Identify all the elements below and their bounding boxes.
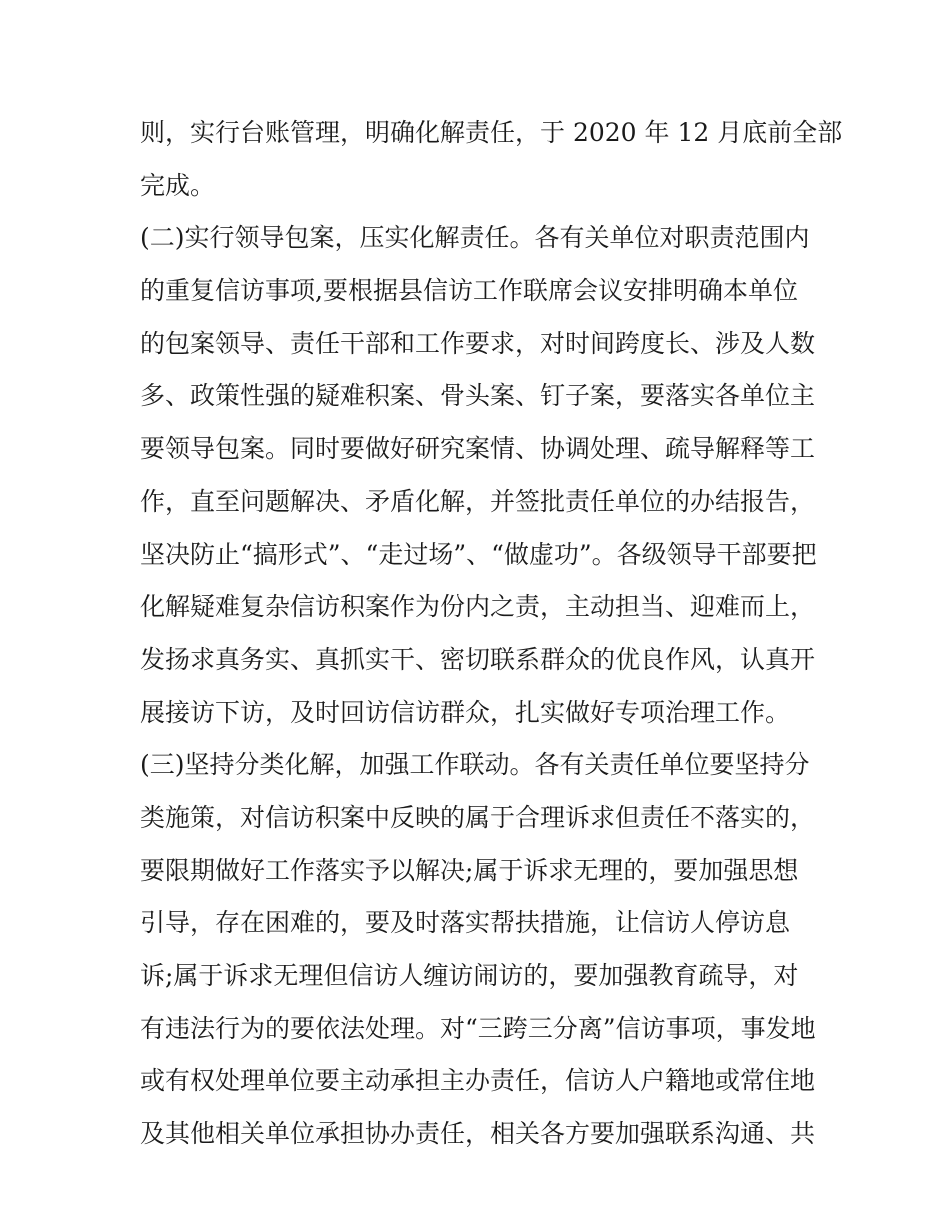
document-body — [140, 107, 843, 1161]
text-line: 引导，存在困难的，要及时落实帮扶措施，让信访人停访息 — [140, 908, 791, 938]
text-line: 则，实行台账管理，明确化解责任，于 2020 年 12 月底前全部 — [140, 118, 843, 147]
text-line: 类施策，对信访积案中反映的属于合理诉求但责任不落实的， — [140, 802, 816, 832]
text-line: 发扬求真务实、真抓实干、密切联系群众的优良作风，认真开 — [140, 644, 816, 674]
text-line: (三)坚持分类化解，加强工作联动。各有关责任单位要坚持分 — [140, 750, 810, 780]
text-line: 要领导包案。同时要做好研究案情、协调处理、疏导解释等工 — [140, 434, 816, 464]
text-line: 多、政策性强的疑难积案、骨头案、钉子案，要落实各单位主 — [140, 381, 816, 411]
text-line: (二)实行领导包案，压实化解责任。各有关单位对职责范围内 — [140, 223, 810, 253]
text-line: 完成。 — [140, 170, 216, 200]
text-line: 要限期做好工作落实予以解决;属于诉求无理的，要加强思想 — [140, 855, 799, 885]
text-line: 坚决防止“搞形式”、“走过场”、“做虚功”。各级领导干部要把 — [140, 539, 817, 569]
text-line: 有违法行为的要依法处理。对“三跨三分离”信访事项，事发地 — [140, 1013, 816, 1043]
text-line: 的重复信访事项,要根据县信访工作联席会议安排明确本单位 — [140, 276, 798, 306]
text-line: 作，直至问题解决、矛盾化解，并签批责任单位的办结报告， — [140, 486, 816, 516]
text-line: 或有权处理单位要主动承担主办责任，信访人户籍地或常住地 — [140, 1066, 816, 1096]
text-line: 化解疑难复杂信访积案作为份内之责，主动担当、迎难而上， — [140, 592, 816, 622]
text-line: 的包案领导、责任干部和工作要求，对时间跨度长、涉及人数 — [140, 328, 816, 358]
text-line: 及其他相关单位承担协办责任，相关各方要加强联系沟通、共 — [140, 1119, 816, 1149]
text-line: 展接访下访，及时回访信访群众，扎实做好专项治理工作。 — [140, 697, 791, 727]
text-line: 诉;属于诉求无理但信访人缠访闹访的，要加强教育疏导，对 — [140, 961, 799, 990]
